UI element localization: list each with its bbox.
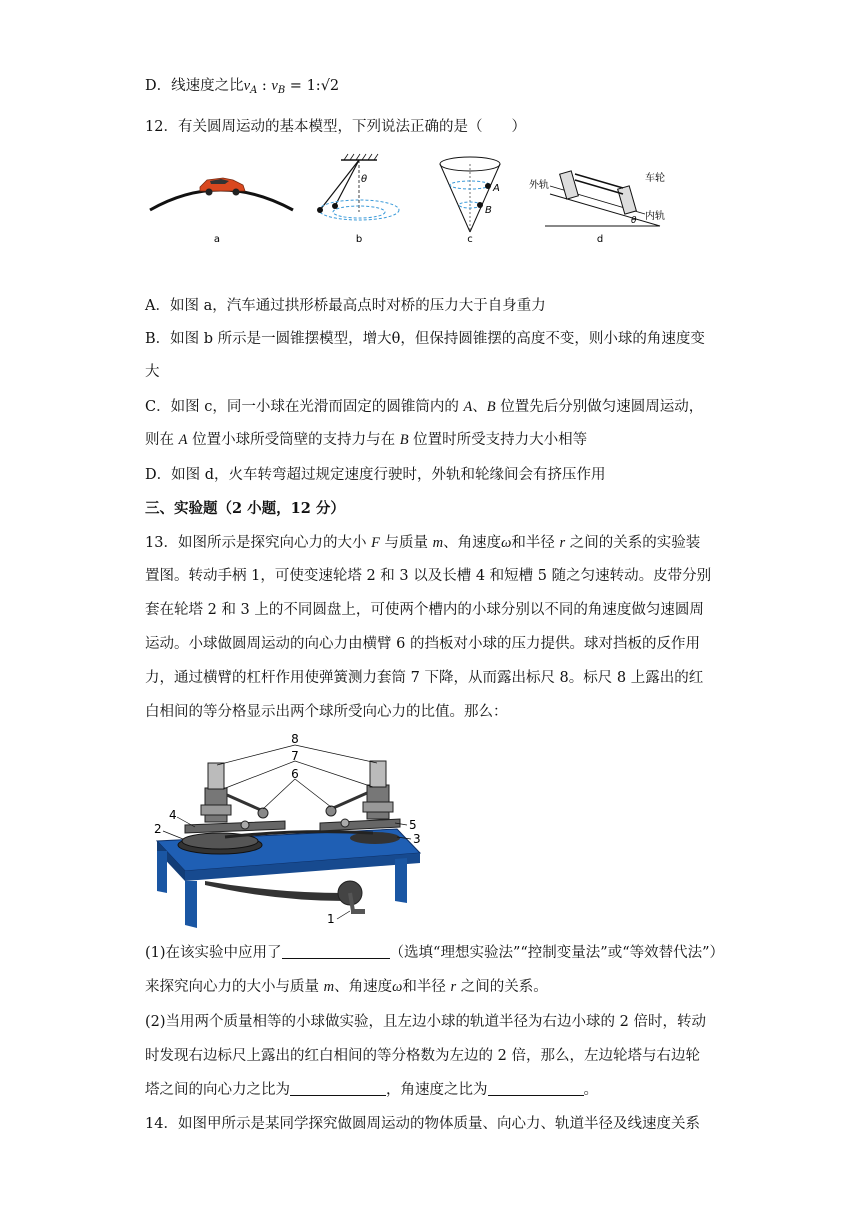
answer-blank-2[interactable] [290, 1081, 386, 1096]
label-6: 6 [291, 767, 299, 781]
q13-line2: 置图。转动手柄 1，可使变速轮塔 2 和 3 以及长槽 4 和短槽 5 随之匀速转动。皮带分别 [145, 568, 712, 584]
label-2: 2 [154, 822, 162, 836]
label-4: 4 [169, 808, 177, 822]
q12-option-c-line1: C．如图 c，同一小球在光滑而固定的圆锥筒内的 A、B 位置先后分别做匀速圆周运动， [145, 399, 704, 415]
label-7: 7 [291, 749, 299, 763]
q13-part1-line1: (1)在该实验中应用了 （选填“理想实验法”“控制变量法”或“等效替代法”） [145, 945, 725, 961]
figure-b-conical-pendulum [317, 154, 399, 245]
label-8: 8 [291, 733, 299, 746]
label-5: 5 [409, 818, 417, 832]
figure-label-c: c [467, 234, 473, 245]
point-b-label: B [485, 205, 492, 216]
answer-blank-3[interactable] [488, 1081, 584, 1096]
q12-option-b-line1: B．如图 b 所示是一圆锥摆模型，增大θ，但保持圆锥摆的高度不变，则小球的角速度变 [145, 331, 705, 347]
label-1: 1 [327, 912, 335, 926]
point-a-label: A [493, 183, 500, 194]
q12-stem: 12．有关圆周运动的基本模型，下列说法正确的是（ ） [145, 119, 526, 135]
q13-part1-line2: 来探究向心力的大小与质量 m、角速度ω和半径 r 之间的关系。 [145, 979, 548, 995]
q13-part2-line3: 塔之间的向心力之比为 ，角速度之比为 。 [145, 1082, 598, 1098]
figure-c-cone [440, 157, 500, 245]
q13-line3: 套在轮塔 2 和 3 上的不同圆盘上，可使两个槽内的小球分别以不同的角速度做匀速圆周 [145, 602, 704, 618]
figure-label-b: b [355, 234, 363, 245]
car-icon [200, 178, 245, 196]
theta-label-d: θ [631, 216, 637, 226]
q12-option-a: A．如图 a，汽车通过拱形桥最高点时对桥的压力大于自身重力 [145, 298, 546, 314]
q12-option-b-line2: 大 [145, 364, 160, 380]
answer-blank-1[interactable] [282, 944, 390, 959]
q13-line1: 13．如图所示是探究向心力的大小 F 与质量 m、角速度ω和半径 r 之间的关系的实验装 [145, 535, 701, 551]
figure-d-banked-track [529, 171, 665, 245]
section-heading: 三、实验题（2 小题，12 分） [145, 500, 345, 517]
figure-label-d: d [596, 234, 604, 245]
q13-line5: 力，通过横臂的杠杆作用使弹簧测力套筒 7 下降，从而露出标尺 8。标尺 8 上露出的红 [145, 670, 704, 686]
q12-option-d: D．如图 d，火车转弯超过规定速度行驶时，外轨和轮缘间会有挤压作用 [145, 467, 606, 483]
q13-part2-line1: (2)当用两个质量相等的小球做实验，且左边小球的轨道半径为右边小球的 2 倍时，转动 [145, 1014, 706, 1030]
figure-label-a: a [213, 234, 221, 245]
q12-figures [145, 150, 700, 250]
outer-rail-label: 外轨 [529, 180, 549, 191]
q12-option-c-line2: 则在 A 位置小球所受筒壁的支持力与在 B 位置时所受支持力大小相等 [145, 432, 588, 448]
q13-line4: 运动。小球做圆周运动的向心力由横臂 6 的挡板对小球的压力提供。球对挡板的反作用 [145, 636, 700, 652]
figure-a-arch-bridge [150, 178, 293, 245]
centripetal-force-apparatus [145, 733, 435, 931]
q11-option-d: D．线速度之比$v_A$ : $v_B$ = 1:√2 [145, 78, 340, 96]
theta-label: θ [361, 174, 368, 185]
q13-part2-line2: 时发现右边标尺上露出的红白相间的等分格数为左边的 2 倍，那么，左边轮塔与右边轮 [145, 1048, 700, 1064]
inner-rail-label: 内轨 [645, 211, 665, 222]
label-3: 3 [413, 832, 421, 846]
q14-line1: 14．如图甲所示是某同学探究做圆周运动的物体质量、向心力、轨道半径及线速度关系 [145, 1116, 700, 1132]
wheel-label: 车轮 [645, 173, 665, 184]
q13-line6: 白相间的等分格显示出两个球所受向心力的比值。那么： [145, 704, 508, 720]
